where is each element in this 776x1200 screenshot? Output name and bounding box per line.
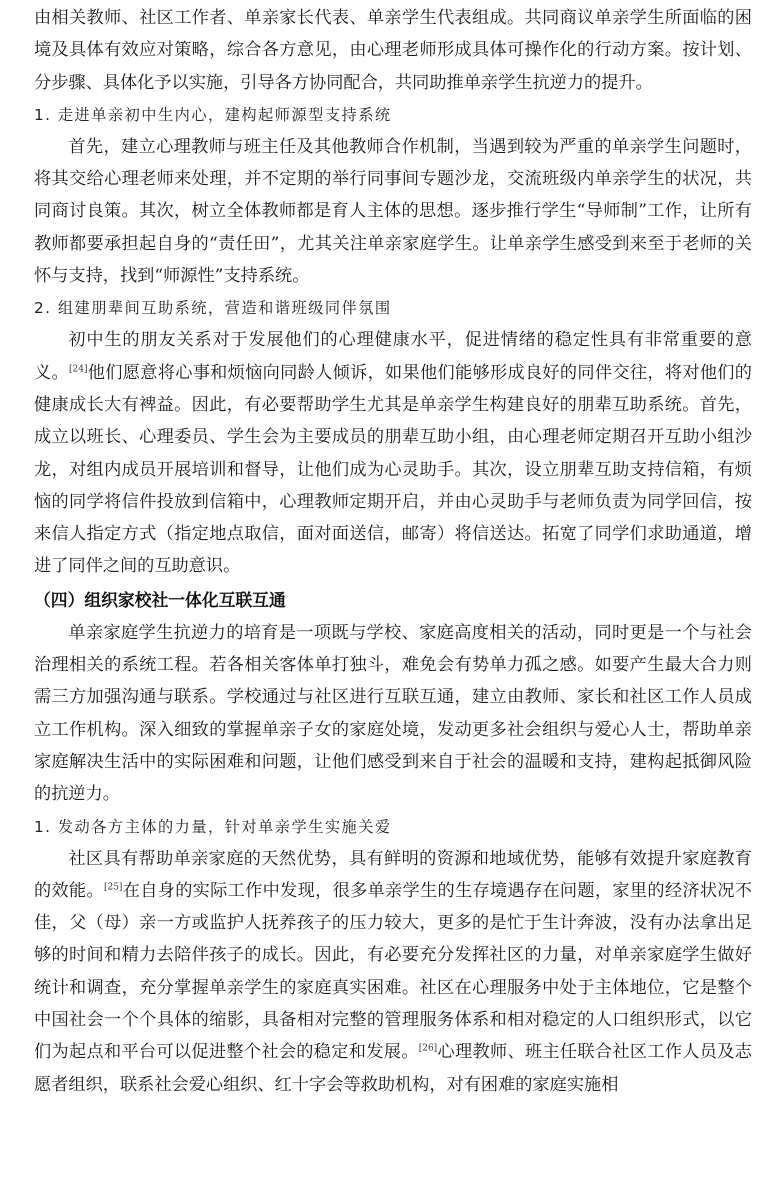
citation-25: [25] — [103, 882, 123, 893]
paragraph-school-community: 单亲家庭学生抗逆力的培育是一项既与学校、家庭高度相关的活动，同时更是一个与社会治理相关的系统工程。若各相关客体单打独斗，难免会有势单力孤之感。如要产生最大合力则需三方加强沟通与联系。学校通过与社区进行互联互通，建立由教师、家长和社区工作人员成立工作机构。深入细致的掌握单亲子女的家庭处境，发动更多社会组织与爱心人士，帮助单亲家庭解决生活中的实际困难和问题，让他们感受到来自于社会的温暖和支持，建构起抵御风险的抗逆力。 — [34, 622, 752, 805]
paragraph-community — [34, 843, 752, 1101]
subheading-mobilize: 1. 发动各方主体的力量，针对单亲学生实施关爱 — [34, 817, 392, 836]
peer-text-a: 初中生的朋友关系对于发展他们的心理健康水平，促进情绪的稳定性具有非常重要的意义。 — [34, 330, 752, 383]
subheading-peer-support: 2. 组建朋辈间互助系统，营造和谐班级同伴氛围 — [34, 299, 392, 318]
paragraph-teacher-support: 首先，建立心理教师与班主任及其他教师合作机制，当遇到较为严重的单亲学生问题时，将其交给心理老师来处理，并不定期的举行同事间专题沙龙，交流班级内单亲学生的状况，共同商讨良策。其次，树立全体教师都是育人主体的思想。逐步推行学生“导师制”工作，让所有教师都要承担起自身的“责任田”，尤其关注单亲家庭学生。让单亲学生感受到来至于老师的关怀与支持，找到“师源性”支持系统。 — [34, 136, 752, 287]
community-text-c: 心理教师、班主任联合社区工作人员及志愿者组织，联系社会爱心组织、红十字会等救助机构，对有困难的家庭实施相 — [34, 1042, 752, 1095]
citation-24: [24] — [68, 363, 88, 374]
paragraph-peer-support — [34, 324, 752, 582]
citation-26: [26] — [418, 1043, 438, 1054]
paragraph-continued: 由相关教师、社区工作者、单亲家长代表、单亲学生代表组成。共同商议单亲学生所面临的困境及具体有效应对策略，综合各方意见，由心理老师形成具体可操作化的行动方案。按计划、分步骤、具体化予以实施，引导各方协同配合，共同助推单亲学生抗逆力的提升。 — [34, 8, 752, 93]
peer-text-b: 他们愿意将心事和烦恼向同龄人倾诉，如果他们能够形成良好的同伴交往，将对他们的健康成长大有裨益。因此，有必要帮助学生尤其是单亲学生构建良好的朋辈互助系统。首先，成立以班长、心理委员、学生会为主要成员的朋辈互助小组，由心理老师定期召开互助小组沙龙，对组内成员开展培训和督导，让他们成为心灵助手。其次，设立朋辈互助支持信箱，有烦恼的同学将信件投放到信箱中，心理教师定期开启，并由心灵助手与老师负责为同学回信，按来信人指定方式（指定地点取信，面对面送信，邮寄）将信送达。拓宽了同学们求助通道，增进了同伴之间的互助意识。 — [34, 362, 752, 577]
subheading-teacher-support: 1. 走进单亲初中生内心，建构起师源型支持系统 — [34, 105, 392, 124]
document-page — [34, 2, 752, 1101]
community-text-b: 在自身的实际工作中发现，很多单亲学生的生存境遇存在问题，家里的经济状况不佳，父（母）亲一方或监护人抚养孩子的压力较大，更多的是忙于生计奔波，没有办法拿出足够的时间和精力去陪伴孩子的成长。因此，有必要充分发挥社区的力量，对单亲家庭学生做好统计和调查，充分掌握单亲学生的家庭真实困难。社区在心理服务中处于主体地位，它是整个中国社会一个个具体的缩影，具备相对完整的管理服务体系和相对稳定的人口组织形式，以它们为起点和平台可以促进整个社会的稳定和发展。 — [34, 880, 752, 1063]
section-heading-four: （四）组织家校社一体化互联互通 — [34, 589, 286, 610]
community-text-a: 社区具有帮助单亲家庭的天然优势，具有鲜明的资源和地域优势，能够有效提升家庭教育的效能。 — [34, 848, 752, 901]
